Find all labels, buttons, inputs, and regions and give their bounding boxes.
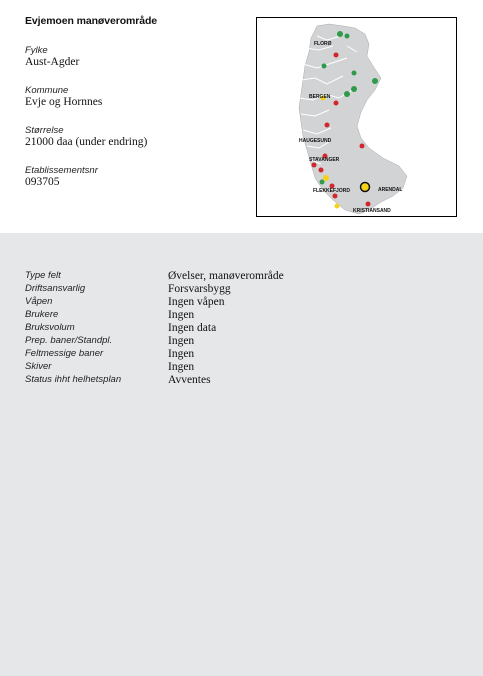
- field-value: Evje og Hornnes: [25, 96, 103, 108]
- detail-value: Ingen: [168, 347, 195, 360]
- detail-key: Prep. baner/Standpl.: [25, 335, 113, 346]
- location-map: [256, 17, 457, 217]
- detail-value: Avventes: [168, 373, 211, 386]
- marker-evjemoen: [361, 183, 370, 192]
- page-title: Evjemoen manøverområde: [25, 15, 158, 27]
- marker-green: [351, 86, 357, 92]
- city-label: BERGEN: [309, 94, 331, 100]
- details-table: [25, 269, 284, 386]
- detail-row: [25, 334, 284, 347]
- field-value: Aust-Agder: [25, 56, 80, 68]
- marker-red: [334, 53, 339, 58]
- field-label: Kommune: [25, 85, 69, 96]
- marker-green: [344, 91, 350, 97]
- detail-key: Type felt: [25, 270, 61, 281]
- detail-row: [25, 321, 284, 334]
- field-label: Etablissementsnr: [25, 165, 98, 176]
- marker-green: [320, 180, 325, 185]
- field-label: Størrelse: [25, 125, 64, 136]
- field-label: Fylke: [25, 45, 48, 56]
- detail-row: [25, 269, 284, 282]
- marker-red: [334, 101, 339, 106]
- detail-row: [25, 347, 284, 360]
- field-kommune: [25, 85, 102, 109]
- detail-value: Ingen: [168, 360, 195, 373]
- detail-value: Øvelser, manøverområde: [168, 269, 284, 282]
- detail-key: Bruksvolum: [25, 322, 75, 333]
- field-storrelse: [25, 125, 147, 149]
- marker-red: [366, 202, 371, 207]
- detail-key: Driftsansvarlig: [25, 283, 86, 294]
- detail-row: [25, 360, 284, 373]
- detail-key: Brukere: [25, 309, 59, 320]
- city-label: ARENDAL: [378, 187, 403, 193]
- detail-key: Feltmessige baner: [25, 348, 104, 359]
- detail-row: [25, 295, 284, 308]
- field-fylke: [25, 45, 79, 69]
- detail-value: Ingen: [168, 308, 195, 321]
- land-region: [299, 24, 407, 214]
- marker-red: [325, 123, 330, 128]
- city-label: FLEKKEFJORD: [313, 188, 350, 194]
- marker-green: [337, 31, 343, 37]
- field-value: 093705: [25, 176, 60, 188]
- marker-red: [360, 144, 365, 149]
- marker-green: [372, 78, 378, 84]
- detail-value: Forsvarsbygg: [168, 282, 231, 295]
- detail-value: Ingen våpen: [168, 295, 225, 308]
- city-label: STAVANGER: [309, 157, 340, 163]
- city-label: KRISTIANSAND: [353, 208, 391, 214]
- field-etablissementsnr: [25, 165, 98, 189]
- marker-green: [352, 71, 357, 76]
- marker-yellow: [335, 204, 340, 209]
- detail-key: Våpen: [25, 296, 53, 307]
- marker-green: [322, 64, 327, 69]
- detail-value: Ingen data: [168, 321, 217, 334]
- marker-green: [345, 34, 350, 39]
- marker-red: [319, 168, 324, 173]
- detail-row: [25, 308, 284, 321]
- marker-red: [312, 163, 317, 168]
- map-svg: [257, 18, 456, 216]
- detail-key: Status ihht helhetsplan: [25, 374, 122, 385]
- city-label: HAUGESUND: [299, 138, 332, 144]
- header-panel: [0, 0, 483, 233]
- detail-value: Ingen: [168, 334, 195, 347]
- marker-red: [333, 194, 338, 199]
- detail-key: Skiver: [25, 361, 52, 372]
- city-label: FLORØ: [314, 41, 332, 47]
- detail-row: [25, 373, 284, 386]
- field-value: 21000 daa (under endring): [25, 136, 148, 148]
- marker-yellow: [323, 175, 329, 181]
- detail-row: [25, 282, 284, 295]
